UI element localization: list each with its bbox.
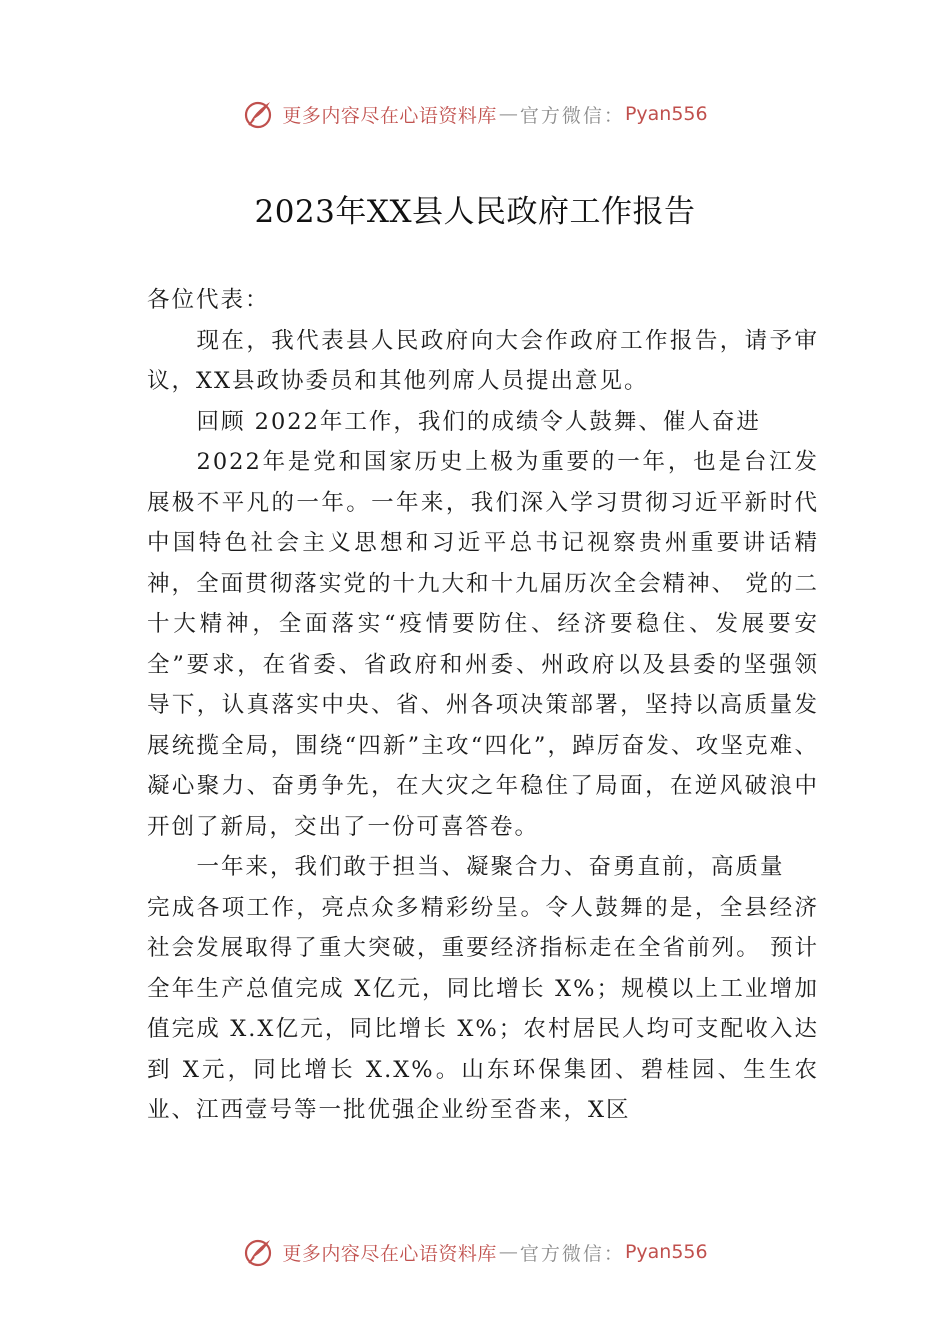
- section-heading: 回顾 2022年工作，我们的成绩令人鼓舞、催人奋进: [196, 408, 761, 435]
- salutation: 各位代表：: [147, 287, 270, 313]
- watermark-label: 官方微信：: [519, 1242, 625, 1265]
- paragraph-3-start: 一年来，我们敢于担当、凝聚合力、奋勇直前，高质量: [196, 854, 785, 880]
- quill-logo-icon: [242, 97, 276, 131]
- watermark-dash: —: [498, 103, 518, 125]
- watermark-account: Pyan556: [624, 1241, 708, 1263]
- watermark-account: Pyan556: [624, 103, 708, 125]
- watermark-label: 官方微信：: [519, 104, 625, 127]
- paragraph-3-continued: 完成各项工作，亮点众多精彩纷呈。令人鼓舞的是，全县经济社会发展取得了重大突破，重要经济指标走在全省前列。 预计全年生产总值完成 X亿元，同比增长 X%；规模以上工业增加值完成 X.X亿元，同比增长 X%；农村居民人均可支配收入达到 X元，同比增长 X.X%。山东环保集团、碧桂园、生生农业、江西壹号等一批优强企业纷至沓来，X区: [147, 894, 819, 1123]
- paragraph-2: 2022年是党和国家历史上极为重要的一年，也是台江发展极不平凡的一年。一年来，我们深入学习贯彻习近平新时代中国特色社会主义思想和习近平总书记视察贵州重要讲话精神，全面贯彻落实党的十九大和十九届历次全会精神、 党的二十大精神，全面落实“疫情要防住、经济要稳住、发展要安全”要求，在省委、省政府和州委、州政府以及县委的坚强领导下，认真落实中央、省、州各项决策部署，坚持以高质量发展统揽全局，围绕“四新”主攻“四化”，踔厉奋发、攻坚克难、凝心聚力、奋勇争先，在大灾之年稳住了局面，在逆风破浪中开创了新局，交出了一份可喜答卷。: [147, 449, 819, 840]
- watermark-header: [0, 94, 950, 134]
- watermark-site-text: 更多内容尽在心语资料库: [282, 104, 497, 127]
- watermark-site-text: 更多内容尽在心语资料库: [282, 1242, 497, 1265]
- quill-logo-icon: [242, 1235, 276, 1269]
- watermark-dash: —: [498, 1241, 518, 1263]
- document-title: 2023年XX县人民政府工作报告: [254, 194, 696, 230]
- paragraph-1: 现在，我代表县人民政府向大会作政府工作报告，请予审议，XX县政协委员和其他列席人员提出意见。: [147, 327, 819, 394]
- document-body: [147, 280, 819, 1131]
- watermark-footer: [0, 1232, 950, 1272]
